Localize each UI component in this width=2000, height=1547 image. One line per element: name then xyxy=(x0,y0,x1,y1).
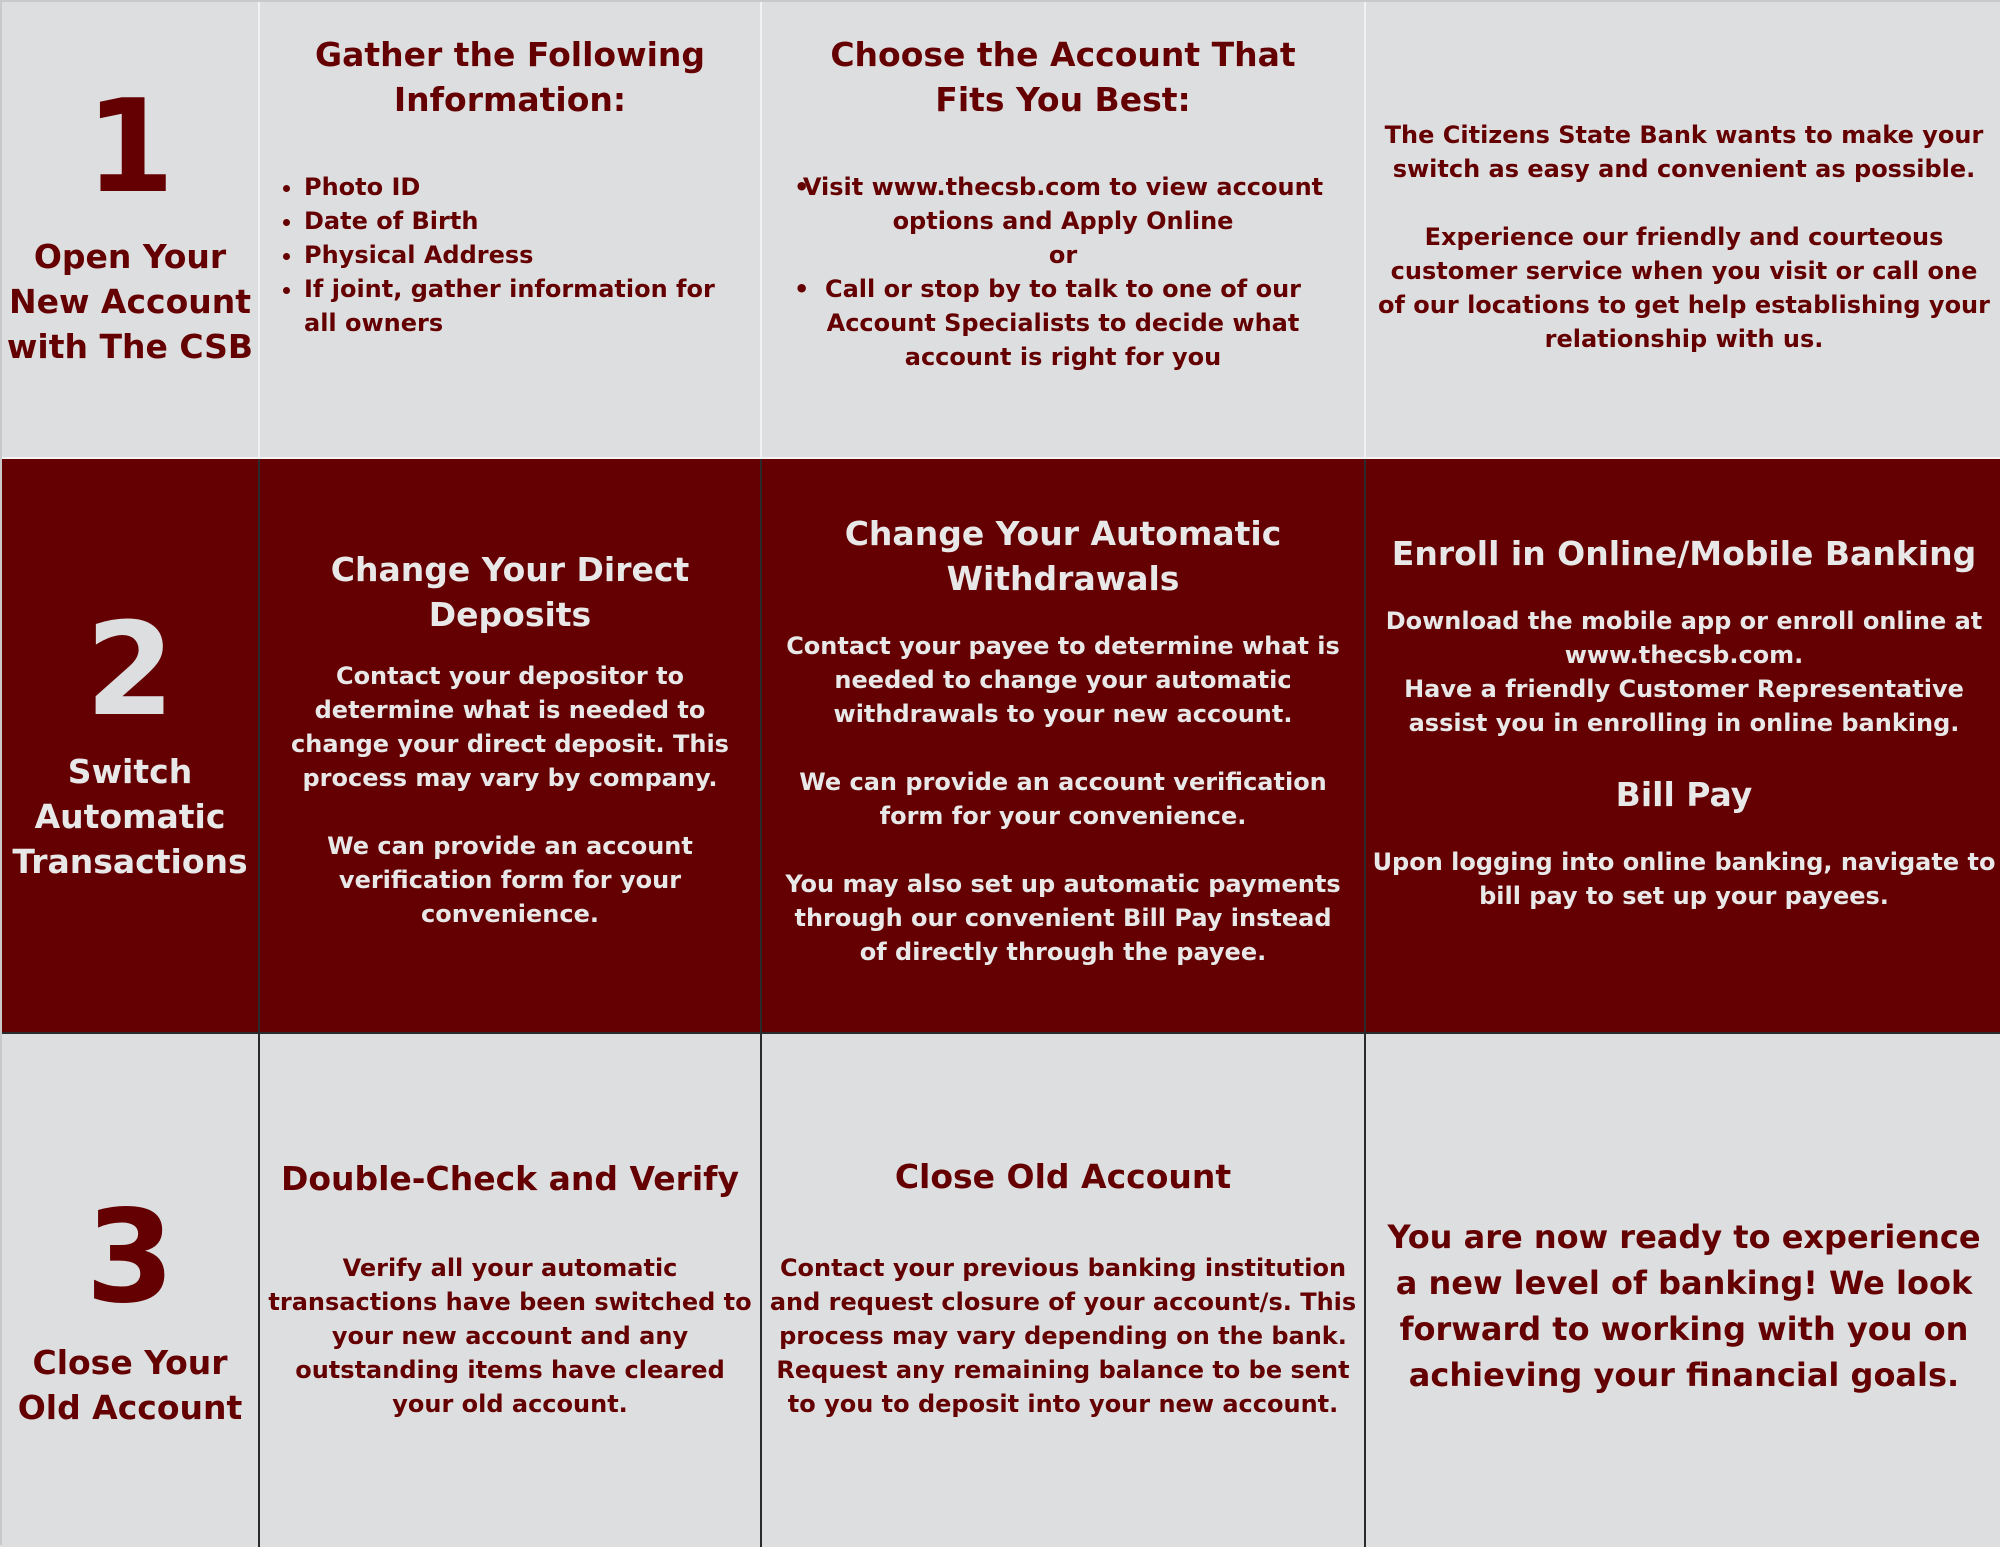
step2-title-line2: Automatic xyxy=(34,797,226,836)
verify-heading: Double-Check and Verify xyxy=(280,1159,740,1198)
step1-number: 1 xyxy=(85,73,175,222)
step3-label-cell xyxy=(2,1034,260,1547)
closing-message: You are now ready to experience a new level of banking! We look forward to working with you on achieving your financial goals. xyxy=(1387,1218,1981,1394)
close-account-text: Contact your previous banking institution and request closure of your account/s. This process may vary depending on the bank. Request any remaining balance to be sent to you to deposit into your new account. xyxy=(769,1254,1357,1418)
direct-deposits-para1: Contact your depositor to determine what is needed to change your direct deposit. This process may vary by company. xyxy=(291,662,729,792)
direct-deposits-cell xyxy=(260,459,762,1034)
step2-title-line1: Switch xyxy=(67,752,193,791)
step3-title-line1: Close Your xyxy=(32,1343,228,1382)
step2-title-line3: Transactions xyxy=(12,842,248,881)
direct-deposits-heading-line1: Change Your Direct xyxy=(330,550,690,589)
intro-cell xyxy=(1366,2,2000,459)
direct-deposits-para2: We can provide an account verification form for your convenience. xyxy=(327,832,693,928)
verify-text: Verify all your automatic transactions have been switched to your new account and any outstanding items have cleared your old account. xyxy=(268,1254,752,1418)
step3-title-line2: Old Account xyxy=(17,1388,243,1427)
bill-pay-heading: Bill Pay xyxy=(1615,775,1753,814)
step2-number: 2 xyxy=(85,596,175,745)
step2-label-cell xyxy=(2,459,260,1034)
or-text: or xyxy=(1048,241,1078,269)
direct-deposits-heading-line2: Deposits xyxy=(428,595,592,634)
bill-pay-text: Upon logging into online banking, navigate to bill pay to set up your payees. xyxy=(1372,848,1996,910)
list-item: • Physical Address xyxy=(304,238,742,272)
withdrawals-para1: Contact your payee to determine what is needed to change your automatic withdrawals to your new account. xyxy=(786,632,1340,728)
step1-title-line2: New Account xyxy=(8,282,252,321)
list-item: • Call or stop by to talk to one of our Account Specialists to decide what account is right for you xyxy=(802,272,1324,374)
list-item: • If joint, gather information for all owners xyxy=(304,272,742,340)
step1-title-line1: Open Your xyxy=(33,237,227,276)
gather-info-cell xyxy=(260,2,762,459)
close-account-heading: Close Old Account xyxy=(894,1157,1232,1196)
list-item: • Photo ID xyxy=(304,170,742,204)
gather-list xyxy=(260,170,760,340)
gather-heading-line1: Gather the Following xyxy=(315,35,705,74)
close-account-cell xyxy=(762,1034,1366,1547)
step1-label-cell xyxy=(2,2,260,459)
choose-list xyxy=(762,170,1364,374)
intro-para1: The Citizens State Bank wants to make your switch as easy and convenient as possible. xyxy=(1384,121,1984,183)
gather-heading-line2: Information: xyxy=(393,80,627,119)
withdrawals-cell xyxy=(762,459,1366,1034)
step3-number: 3 xyxy=(85,1183,175,1332)
withdrawals-para2: We can provide an account verification form for your convenience. xyxy=(799,768,1327,830)
withdrawals-heading-line1: Change Your Automatic xyxy=(844,514,1282,553)
list-item: • Visit www.thecsb.com to view account options and Apply Online xyxy=(802,170,1324,238)
step1-title-line3: with The CSB xyxy=(6,327,254,366)
online-banking-para2: Have a friendly Customer Representative assist you in enrolling in online banking. xyxy=(1404,675,1964,737)
choose-heading-line2: Fits You Best: xyxy=(935,80,1191,119)
online-banking-cell xyxy=(1366,459,2000,1034)
list-item: • Date of Birth xyxy=(304,204,742,238)
withdrawals-para3: You may also set up automatic payments through our convenient Bill Pay instead of directly through the payee. xyxy=(785,870,1341,966)
choose-heading-line1: Choose the Account That xyxy=(830,35,1296,74)
closing-message-cell xyxy=(1366,1034,2000,1547)
choose-account-cell xyxy=(762,2,1366,459)
verify-cell xyxy=(260,1034,762,1547)
intro-para2: Experience our friendly and courteous customer service when you visit or call one of our locations to get help establishing your relationship with us. xyxy=(1378,223,1990,353)
online-banking-heading: Enroll in Online/Mobile Banking xyxy=(1391,534,1977,573)
withdrawals-heading-line2: Withdrawals xyxy=(946,559,1180,598)
online-banking-para1: Download the mobile app or enroll online at www.thecsb.com. xyxy=(1385,607,1983,669)
